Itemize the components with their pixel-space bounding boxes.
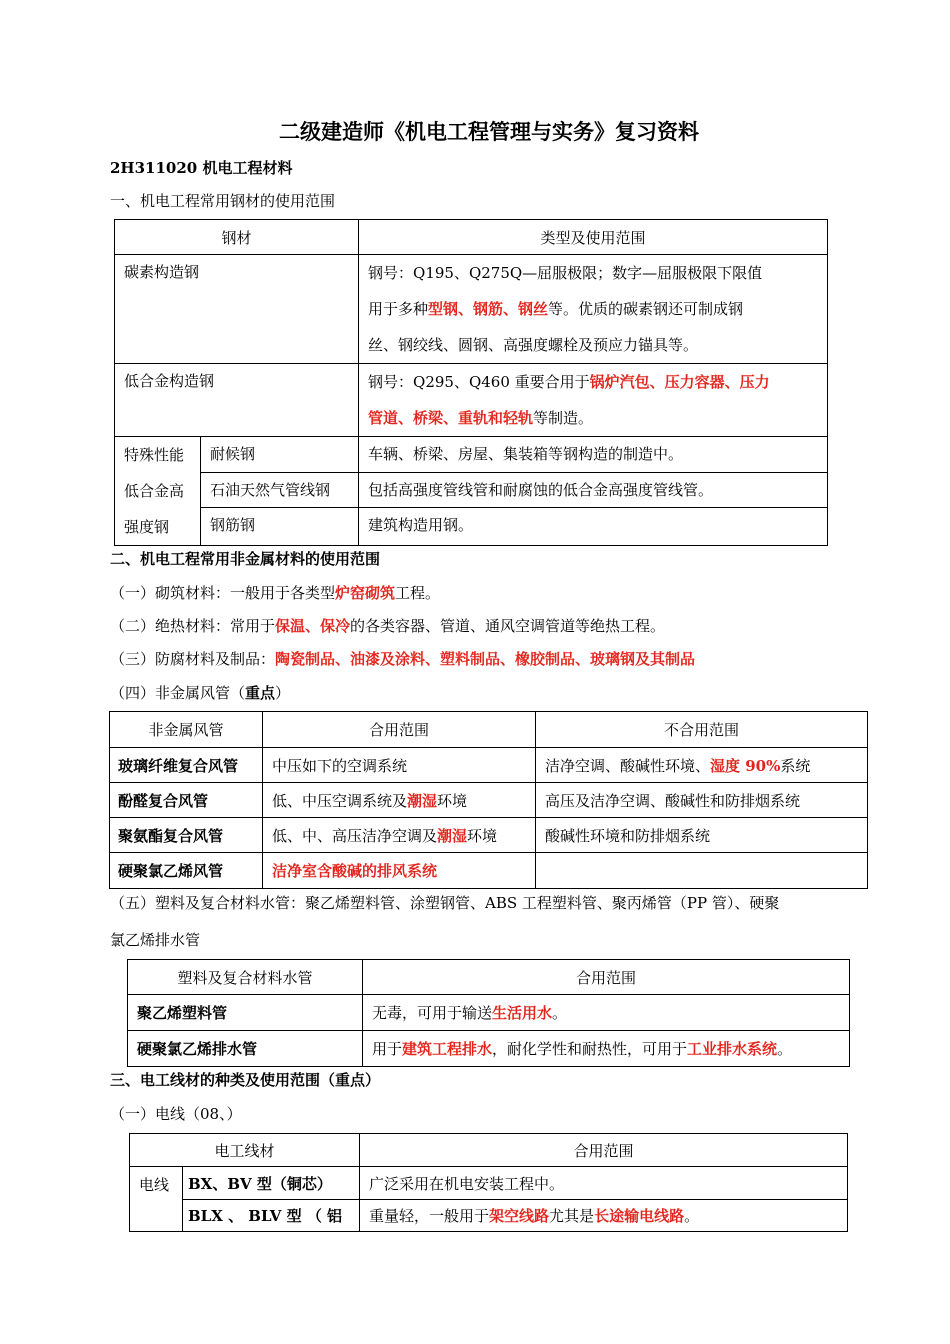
steel-pipeline-usage: 包括高强度管线管和耐腐蚀的低合金高强度管线管。: [359, 473, 828, 508]
wire-header-type: 电工线材: [130, 1134, 360, 1167]
steel-header-usage: 类型及使用范围: [359, 220, 828, 255]
wire-table: [129, 1133, 848, 1232]
steel-rebar-usage: 建筑构造用钢。: [359, 508, 828, 546]
duct-row-nonuse: [536, 853, 868, 889]
s2-paragraph-4: （四）非金属风管（重点）: [110, 684, 291, 702]
duct-row-use: 低、中压空调系统及潮湿环境: [263, 783, 536, 818]
wire-row-use: 重量轻，一般用于架空线路尤其是长途输电线路。: [360, 1200, 848, 1232]
duct-header-type: 非金属风管: [110, 712, 263, 748]
section-1-heading: 一、机电工程常用钢材的使用范围: [110, 192, 336, 210]
pipe-table: [127, 959, 850, 1067]
s2-paragraph-5-line-2: 氯乙烯排水管: [110, 931, 201, 949]
wire-row-name: BLX 、 BLV 型 （ 铝: [183, 1200, 360, 1232]
steel-row-lowalloy-usage: 钢号：Q295、Q460 重要合用于锅炉汽包、压力容器、压力 管道、桥梁、重轨和轻轨等制造。: [359, 364, 828, 437]
duct-row-nonuse: 高压及洁净空调、酸碱性和防排烟系统: [536, 783, 868, 818]
steel-table: [114, 219, 828, 546]
duct-table: [109, 711, 868, 889]
duct-row-name: 酚醛复合风管: [110, 783, 263, 818]
wire-header-use: 合用范围: [360, 1134, 848, 1167]
pipe-row-name: 聚乙烯塑料管: [128, 995, 363, 1031]
steel-weathering-name: 耐候钢: [201, 437, 359, 473]
page-title: 二级建造师《机电工程管理与实务》复习资料: [279, 119, 699, 144]
section-3-heading: 三、电工线材的种类及使用范围（重点）: [110, 1071, 381, 1089]
s2-paragraph-2: （二）绝热材料：常用于保温、保冷的各类容器、管道、通风空调管道等绝热工程。: [110, 617, 666, 635]
wire-row-name: BX、BV 型（铜芯）: [183, 1167, 360, 1200]
s2-paragraph-3: （三）防腐材料及制品：陶瓷制品、油漆及涂料、塑料制品、橡胶制品、玻璃钢及其制品: [110, 650, 696, 668]
duct-row-name: 硬聚氯乙烯风管: [110, 853, 263, 889]
duct-row-use: 洁净室含酸碱的排风系统: [263, 853, 536, 889]
steel-weathering-usage: 车辆、桥梁、房屋、集装箱等钢构造的制造中。: [359, 437, 828, 473]
pipe-row-name: 硬聚氯乙烯排水管: [128, 1031, 363, 1067]
pipe-row-use: 用于建筑工程排水，耐化学性和耐热性，可用于工业排水系统。: [363, 1031, 850, 1067]
duct-row-nonuse: 酸碱性环境和防排烟系统: [536, 818, 868, 853]
pipe-row-use: 无毒，可用于输送生活用水。: [363, 995, 850, 1031]
steel-header-material: 钢材: [115, 220, 359, 255]
s2-paragraph-5-line-1: （五）塑料及复合材料水管：聚乙烯塑料管、涂塑钢管、ABS 工程塑料管、聚丙烯管（PP 管）、硬聚: [110, 894, 780, 912]
section-3-subheading: （一）电线（08、）: [110, 1105, 242, 1123]
pipe-header-type: 塑料及复合材料水管: [128, 960, 363, 995]
steel-group-special: 特殊性能 低合金高 强度钢: [115, 437, 201, 546]
steel-row-carbon-usage: 钢号：Q195、Q275Q—屈服极限；数字—屈服极限下限值 用于多种型钢、钢筋、钢丝等。优质的碳素钢还可制成钢 丝、钢绞线、圆钢、高强度螺栓及预应力锚具等。: [359, 255, 828, 364]
steel-pipeline-name: 石油天然气管线钢: [201, 473, 359, 508]
wire-row-use: 广泛采用在机电安装工程中。: [360, 1167, 848, 1200]
steel-row-carbon-name: 碳素构造钢: [115, 255, 359, 364]
duct-header-use: 合用范围: [263, 712, 536, 748]
duct-header-nonuse: 不合用范围: [536, 712, 868, 748]
wire-group-label: 电线: [130, 1167, 183, 1232]
duct-row-name: 聚氨酯复合风管: [110, 818, 263, 853]
steel-rebar-name: 钢筋钢: [201, 508, 359, 546]
duct-row-use: 低、中、高压洁净空调及潮湿环境: [263, 818, 536, 853]
section-2-heading: 二、机电工程常用非金属材料的使用范围: [110, 550, 381, 568]
s2-paragraph-1: （一）砌筑材料：一般用于各类型炉窑砌筑工程。: [110, 584, 441, 602]
duct-row-name: 玻璃纤维复合风管: [110, 748, 263, 783]
steel-row-lowalloy-name: 低合金构造钢: [115, 364, 359, 437]
section-code: 2H311020 机电工程材料: [110, 159, 293, 177]
duct-row-use: 中压如下的空调系统: [263, 748, 536, 783]
pipe-header-use: 合用范围: [363, 960, 850, 995]
duct-row-nonuse: 洁净空调、酸碱性环境、湿度 90%系统: [536, 748, 868, 783]
